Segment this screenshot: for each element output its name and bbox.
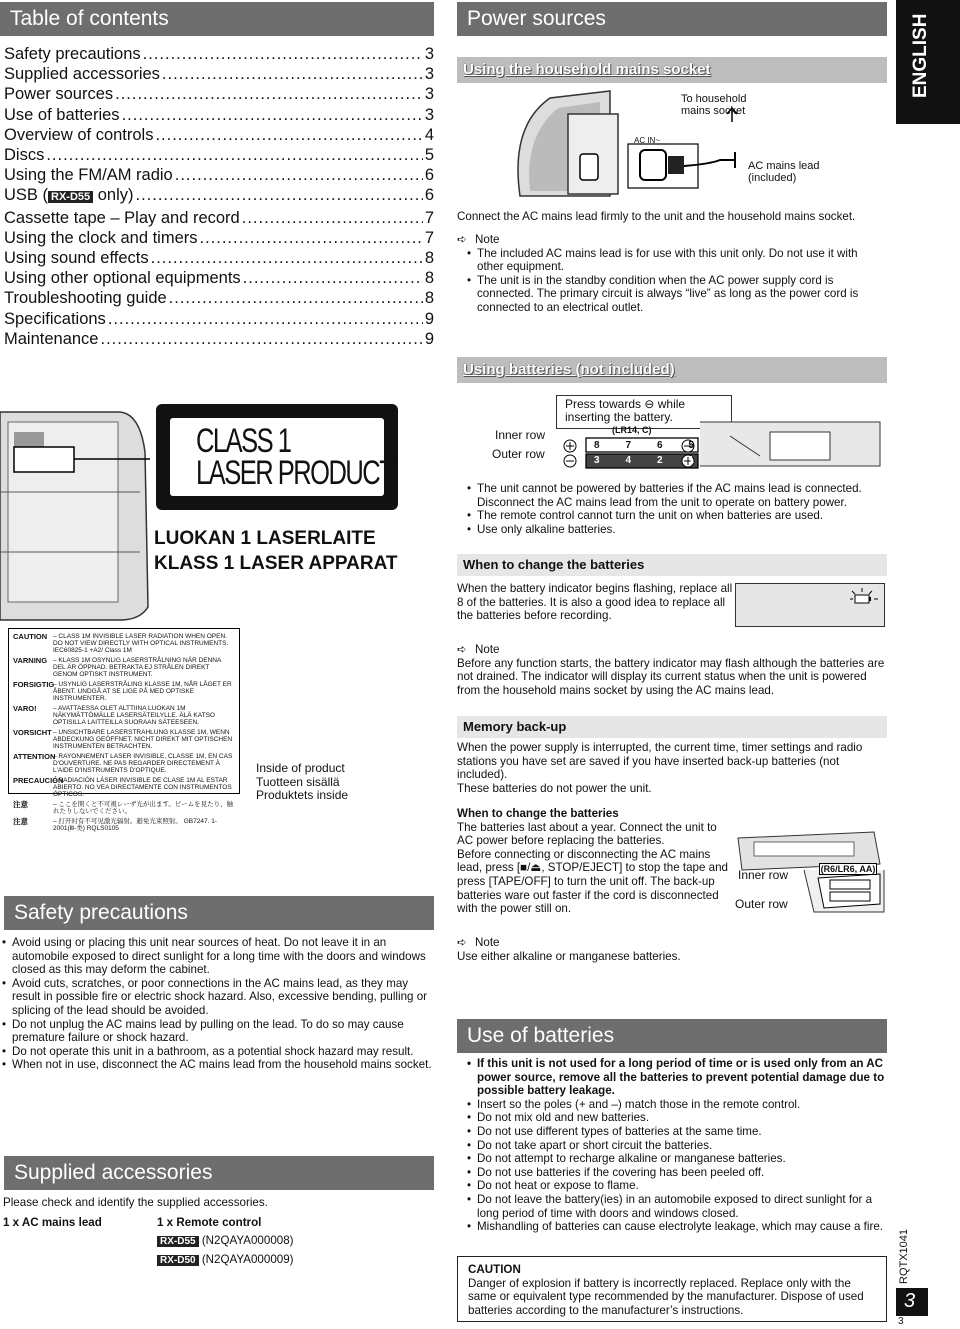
warning-text: – CLASS 1M INVISIBLE LASER RADIATION WHEN OPEN. DO NOT VIEW DIRECTLY WITH OPTICAL INSTRUMENTS. IEC60825-1 +A2/ Class 1M xyxy=(53,633,229,654)
battery-indicator-note xyxy=(457,643,887,697)
note-item: • The unit is in the standby condition when the AC power supply cord is connected. The primary circuit is always “live” as long as the power cord is connected to an electrical outlet. xyxy=(477,274,887,315)
toc-item-page: 8 xyxy=(424,249,434,268)
warning-row xyxy=(13,818,235,832)
toc-leader xyxy=(162,64,423,84)
toc-item-label: Using the clock and timers xyxy=(4,228,198,247)
remote-code: (N2QAYA000008) xyxy=(201,1234,294,1247)
language-tab xyxy=(896,0,960,124)
warning-lang: VORSICHT xyxy=(13,728,52,737)
toc-leader xyxy=(169,288,423,308)
remote-code: (N2QAYA000009) xyxy=(201,1253,294,1266)
page-number-small: 3 xyxy=(898,1316,904,1327)
use-batteries-header xyxy=(457,1019,887,1053)
use-batteries-item: • Do not attempt to recharge alkaline or manganese batteries. xyxy=(477,1152,887,1166)
use-batteries-item: • Do not leave the battery(ies) in an automobile exposed to direct sunlight for a long period of time with doors and windows closed. xyxy=(477,1193,887,1220)
mains-subheader xyxy=(457,57,887,83)
toc-item[interactable] xyxy=(4,145,434,165)
toc-leader xyxy=(108,309,423,329)
battery-notes xyxy=(457,482,887,536)
warning-row xyxy=(13,753,235,774)
warning-text: – 打开时有不可见激光辐射。避免光束照射。 GB7247. 1-2001(Ⅲ-类) RQLS0105 xyxy=(53,818,217,832)
laser-fi: LUOKAN 1 LASERLAITE xyxy=(154,528,376,549)
warning-lang: VARNING xyxy=(13,656,48,665)
memory-backup-header xyxy=(457,716,887,738)
warning-text: – RAYONNEMENT LASER INVISIBLE, CLASSE 1M, EN CAS D'OUVERTURE. NE PAS REGARDER DIRECTEMENT À L'AIDE D'INSTRUMENTS D'OPTIQUE. xyxy=(53,753,233,774)
warning-row xyxy=(13,633,235,654)
model-tag: RX-D55 xyxy=(48,191,93,203)
change-batteries-header xyxy=(457,554,887,576)
laser-caption xyxy=(256,762,348,803)
warning-text: – AVATTAESSA OLET ALTTIINA LUOKAN 1M NÄKYMÄTTÖMÄLLE LASERSÄTEILYLLE. ÄLÄ KATSO OPTISILLA LAITTEILLA SUORAAN SÄTEESEEN. xyxy=(53,705,215,726)
inner-row-label: Inner row xyxy=(495,428,546,442)
use-batteries-item: • Mishandling of batteries can cause electrolyte leakage, which may cause a fire. xyxy=(477,1220,887,1234)
note-text: Before any function starts, the battery indicator may flash although the batteries are not drained. The indicator will display its current status when the unit is powered from the household mains socket by using the AC mains lead. xyxy=(457,656,885,697)
note-icon: ➪ xyxy=(457,936,467,949)
accessories-title: Supplied accessories xyxy=(14,1161,213,1184)
toc-item-label: Safety precautions xyxy=(4,45,141,63)
toc-label-pre: USB ( xyxy=(4,186,49,205)
connect-text: Connect the AC mains lead firmly to the unit and the household mains socket. xyxy=(457,210,856,223)
laser-label-line1: CLASS 1 xyxy=(196,422,291,460)
use-batteries-item: • Do not heat or expose to flame. xyxy=(477,1179,887,1193)
toc-leader xyxy=(242,208,423,228)
memory-text-2: These batteries do not power the unit. xyxy=(457,781,652,795)
toc-item-page: 8 xyxy=(424,289,434,308)
change-batteries-text: When the battery indicator begins flashing, replace all 8 of the batteries. It is also a good idea to replace all the batteries before recording. xyxy=(457,582,733,623)
safety-item: • Do not unplug the AC mains lead by pulling on the lead. To do so may cause premature failure or shock hazard. xyxy=(12,1018,434,1045)
lr14-label: (LR14, C) xyxy=(612,425,652,435)
toc-item-label: Using sound effects xyxy=(4,249,149,268)
safety-item: • When not in use, disconnect the AC mains lead from the household mains socket. xyxy=(12,1058,434,1072)
toc-leader xyxy=(151,248,423,268)
note-label: Note xyxy=(475,233,500,246)
memory-change-title: When to change the batteries xyxy=(457,807,619,820)
remote-rx-d55 xyxy=(157,1234,294,1249)
toc-item-label: Using the FM/AM radio xyxy=(4,166,173,185)
laser-sv: KLASS 1 LASER APPARAT xyxy=(154,553,398,574)
toc-item[interactable] xyxy=(4,44,434,64)
toc-item-label: Troubleshooting guide xyxy=(4,289,167,308)
battery-note-item: • Use only alkaline batteries. xyxy=(477,523,887,537)
battery-slot-number: 8 xyxy=(594,440,600,451)
safety-item: • Avoid using or placing this unit near sources of heat. Do not leave it in an automobile exposed to direct sunlight for a long time with the doors and windows closed as this may deform the cabinet. xyxy=(12,936,434,977)
outer-row-label-2: Outer row xyxy=(735,897,788,911)
accessories-intro: Please check and identify the supplied accessories. xyxy=(3,1196,268,1209)
toc-list xyxy=(4,44,434,349)
outer-row-label: Outer row xyxy=(492,447,545,461)
note-icon: ➪ xyxy=(457,643,467,656)
warning-lang: VARO! xyxy=(13,704,37,713)
memory-change-text-2: Before connecting or disconnecting the AC mains lead, press [■/⏏, STOP/EJECT] to stop the tape and press [TAPE/OFF] to turn the unit off. The back-up batteries ware out faster if the cord is disconnected with the power still on. xyxy=(457,847,729,916)
warning-lang: ATTENTION xyxy=(13,752,56,761)
note-label: Note xyxy=(475,936,500,949)
toc-item-page: 3 xyxy=(424,105,434,124)
toc-item-label: Overview of controls xyxy=(4,125,154,144)
toc-leader xyxy=(143,44,423,64)
laser-warning-label xyxy=(8,628,240,832)
warning-row xyxy=(13,705,235,726)
inner-row-label-2: Inner row xyxy=(738,868,789,882)
warning-lang: FORSIGTIG xyxy=(13,680,55,689)
batteries-subheader xyxy=(457,357,887,383)
toc-item[interactable] xyxy=(4,268,434,288)
warning-row xyxy=(13,777,235,798)
battery-note-item: • The unit cannot be powered by batteries if the AC mains lead is connected. Disconnect the AC mains lead from the unit to operate on battery power. xyxy=(477,482,887,509)
toc-item-page: 9 xyxy=(424,329,434,348)
remote-rx-d50 xyxy=(157,1253,294,1268)
toc-item-label: Specifications xyxy=(4,309,106,328)
safety-item: • Do not operate this unit in a bathroom, as a potential shock hazard may result. xyxy=(12,1045,434,1059)
toc-leader xyxy=(115,84,423,104)
to-socket-label: To household mains socket xyxy=(681,93,747,117)
unit-side-illustration xyxy=(0,392,150,622)
toc-item[interactable] xyxy=(4,329,434,349)
toc-leader xyxy=(243,268,423,288)
caption-sv: Produktets inside xyxy=(256,788,349,802)
memory-text-1: When the power supply is interrupted, the current time, timer settings and radio stations you have set are saved if you have inserted back-up batteries (not included). xyxy=(457,741,863,782)
toc-leader xyxy=(100,329,422,349)
toc-item[interactable] xyxy=(4,248,434,268)
note-icon: ➪ xyxy=(457,233,467,246)
battery-row-inner xyxy=(594,440,694,451)
use-batteries-item: • Do not take apart or short circuit the batteries. xyxy=(477,1139,887,1153)
toc-item[interactable] xyxy=(4,105,434,125)
toc-item-label: Supplied accessories xyxy=(4,65,160,84)
use-batteries-item: • Do not use different types of batteries at the same time. xyxy=(477,1125,887,1139)
laser-label-line2: LASER PRODUCT xyxy=(196,454,394,492)
use-batteries-bold-item: • If this unit is not used for a long period of time or is used only from an AC power source, remove all the batteries to prevent potential damage due to possible battery leakage. xyxy=(477,1057,887,1098)
toc-item[interactable] xyxy=(4,228,434,248)
toc-header xyxy=(0,2,434,36)
toc-item-label: Maintenance xyxy=(4,329,99,348)
safety-item: • Avoid cuts, scratches, or poor connections in the AC mains lead, as they may result in possible fire or electric shock hazard. Also, excessive bending, pulling or splicing of the lead should be avoided. xyxy=(12,977,434,1018)
power-title: Power sources xyxy=(467,7,606,30)
warning-lang: 注意 xyxy=(13,817,28,826)
press-text: Press towards ⊖ while inserting the battery. xyxy=(565,397,686,424)
use-batteries-item: • Do not use batteries if the covering has been peeled off. xyxy=(477,1166,887,1180)
toc-item[interactable] xyxy=(4,185,434,207)
memory-change-text-1: The batteries last about a year. Connect the unit to AC power before replacing the batteries. xyxy=(457,820,717,848)
battery-slot-number: 6 xyxy=(656,440,663,451)
caption-en: Inside of product xyxy=(256,761,345,775)
memory-change xyxy=(457,807,729,916)
toc-item-label: Cassette tape – Play and record xyxy=(4,208,240,227)
note-label: Note xyxy=(475,643,500,656)
toc-item-page: 5 xyxy=(424,146,434,165)
caution-box xyxy=(457,1256,887,1322)
warning-lang: PRECAUCIÓN xyxy=(13,776,64,785)
batteries-subtitle: Using batteries (not included) xyxy=(463,361,675,378)
toc-item[interactable] xyxy=(4,309,434,329)
use-batteries-item: • Insert so the poles (+ and –) match those in the remote control. xyxy=(477,1098,887,1112)
warning-text: – ここを開くと不可視レーザ光が出ます。ビームを見たり、触れたりしないでください。 xyxy=(53,801,234,815)
toc-label-post: only) xyxy=(93,186,134,205)
battery-slot-number: 2 xyxy=(656,455,663,466)
battery-slot-number: 5 xyxy=(688,440,694,451)
accessories-header xyxy=(4,1156,434,1190)
battery-slot-number: 3 xyxy=(594,455,600,466)
battery-row-outer xyxy=(594,455,694,466)
toc-item[interactable] xyxy=(4,165,434,185)
warning-row xyxy=(13,729,235,750)
toc-leader xyxy=(122,105,423,125)
toc-item-label: Discs xyxy=(4,146,45,165)
caution-text: Danger of explosion if battery is incorrectly replaced. Replace only with the same or equivalent type recommended by the manufacturer. Dispose of used batteries according to the manufacturer’s instructions. xyxy=(468,1276,864,1317)
battery-slot-number: 7 xyxy=(625,440,632,451)
battery-note-item: • The remote control cannot turn the unit on when batteries are used. xyxy=(477,509,887,523)
battery-indicator-icon xyxy=(850,588,878,608)
warning-text: – UNSICHTBARE LASERSTRAHLUNG KLASSE 1M, WENN ABDECKUNG GEÖFFNET. NICHT DIREKT MIT OPTISCHEN INSTRUMENTEN BETRACHTEN. xyxy=(53,729,233,750)
battery-indicator-display xyxy=(735,583,885,627)
toc-leader xyxy=(200,228,423,248)
toc-item-page: 3 xyxy=(424,45,434,63)
warning-text: – RADIACIÓN LÁSER INVISIBLE DE CLASE 1M AL ESTAR ABIERTO. NO VEA DIRECTAMENTE CON INSTRUMENTOS ÓPTICOS. xyxy=(53,777,232,798)
toc-leader xyxy=(46,145,422,165)
battery-slot-number: 4 xyxy=(625,455,632,466)
accessory-ac-lead: 1 x AC mains lead xyxy=(3,1216,102,1229)
r6-label: (R6/LR6, AA) xyxy=(820,864,876,874)
toc-item-page: 7 xyxy=(424,228,434,247)
warning-row xyxy=(13,681,235,702)
note-item: • The included AC mains lead is for use with this unit only. Do not use it with other equipment. xyxy=(477,247,887,274)
caption-fi: Tuotteen sisällä xyxy=(256,774,340,789)
battery-slot-number: 1 xyxy=(688,455,694,466)
toc-title: Table of contents xyxy=(10,7,169,30)
model-tag: RX-D55 xyxy=(157,1236,199,1247)
safety-list xyxy=(2,936,434,1072)
toc-item-label: Power sources xyxy=(4,85,114,104)
doc-code: RQTX1041 xyxy=(898,1228,910,1284)
use-batteries-item: • Do not mix old and new batteries. xyxy=(477,1111,887,1125)
use-batteries-title: Use of batteries xyxy=(467,1024,615,1047)
warning-lang: 注意 xyxy=(13,800,28,809)
lead-label: AC mains lead (included) xyxy=(748,160,820,184)
toc-item-page: 3 xyxy=(424,65,434,84)
warning-row xyxy=(13,801,235,815)
change-batteries-title: When to change the batteries xyxy=(463,557,645,572)
language-label: ENGLISH xyxy=(910,13,931,98)
page-number-box xyxy=(896,1288,928,1316)
caution-title: CAUTION xyxy=(468,1263,521,1276)
page-number-big: 3 xyxy=(904,1290,916,1312)
backup-note xyxy=(457,936,887,963)
toc-item[interactable] xyxy=(4,288,434,308)
toc-item-page: 8 xyxy=(424,269,434,288)
use-batteries-list xyxy=(457,1057,887,1234)
toc-item-page: 4 xyxy=(424,125,434,144)
toc-item-page: 9 xyxy=(424,309,434,328)
warning-text: – KLASS 1M OSYNLIG LASERSTRÅLNING NÄR DENNA DEL ÄR ÖPPNAD. BETRAKTA EJ STRÅLEN DIREKT GENOM OPTISKT INSTRUMENT. xyxy=(53,657,221,678)
ac-in-label: AC IN~ xyxy=(634,136,661,145)
laser-label xyxy=(156,404,398,510)
warning-text: – USYNLIG LASERSTRÅLING KLASSE 1M, NÅR LÅGET ER ÅBENT. UNDGÅ AT SE LIGE PÅ MED OPTISKE INSTRUMENTER. xyxy=(53,681,232,702)
toc-leader xyxy=(175,165,423,185)
accessory-remote: 1 x Remote control xyxy=(157,1216,262,1229)
toc-item[interactable] xyxy=(4,208,434,228)
toc-item-label: Using other optional equipments xyxy=(4,269,241,288)
power-note xyxy=(457,233,887,315)
toc-item-page: 7 xyxy=(424,208,434,227)
memory-backup-text xyxy=(457,741,887,795)
model-tag: RX-D50 xyxy=(157,1255,199,1266)
mains-subtitle: Using the household mains socket xyxy=(463,61,711,78)
toc-item[interactable] xyxy=(4,84,434,104)
safety-header xyxy=(4,896,434,930)
safety-title: Safety precautions xyxy=(14,901,188,924)
warning-lang: CAUTION xyxy=(13,632,48,641)
warning-row xyxy=(13,657,235,678)
power-header xyxy=(457,2,887,36)
toc-item-label xyxy=(4,185,134,207)
toc-item-page: 6 xyxy=(424,166,434,185)
note-text: Use either alkaline or manganese batteries. xyxy=(457,949,681,963)
toc-item[interactable] xyxy=(4,64,434,84)
toc-leader xyxy=(155,125,422,145)
memory-backup-title: Memory back-up xyxy=(463,719,567,734)
toc-item-page: 6 xyxy=(424,186,434,205)
toc-item[interactable] xyxy=(4,125,434,145)
toc-item-page: 3 xyxy=(424,85,434,104)
toc-item-label: Use of batteries xyxy=(4,105,120,124)
toc-leader xyxy=(136,185,423,207)
